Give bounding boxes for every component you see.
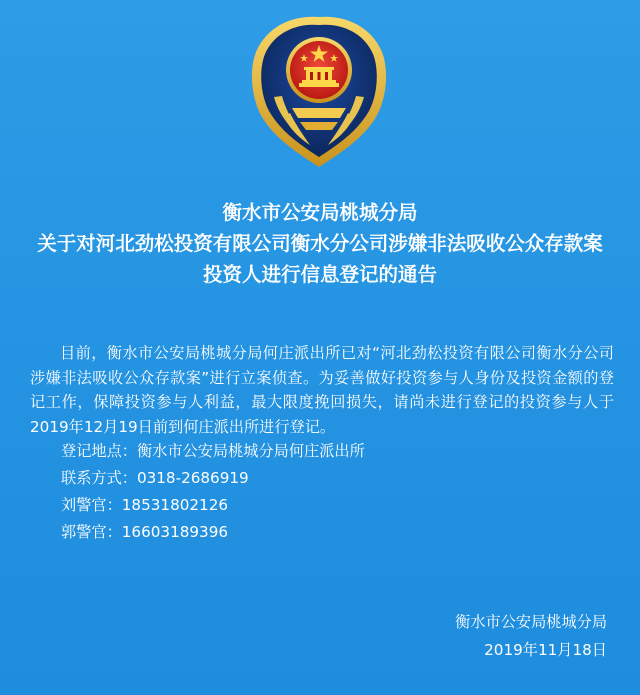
title-line-2: 关于对河北劲松投资有限公司衡水分公司涉嫌非法吸收公众存款案	[37, 232, 603, 255]
title-line-1: 衡水市公安局桃城分局	[222, 201, 418, 224]
contact-phone: 联系方式：0318-2686919	[61, 469, 249, 487]
title-line-3: 投资人进行信息登记的通告	[202, 263, 437, 286]
signature-organization: 衡水市公安局桃城分局	[455, 613, 607, 631]
signature-date: 2019年11月18日	[484, 641, 607, 659]
contact-officer-liu: 刘警官：18531802126	[61, 496, 229, 514]
notice-body	[30, 341, 614, 545]
notice-paragraph: 目前，衡水市公安局桃城分局何庄派出所已对“河北劲松投资有限公司衡水分公司涉嫌非法吸收公众存款案”进行立案侦查。为妥善做好投资参与人身份及投资金额的登记工作，保障投资参与人利益，最大限度挽回损失，请尚未进行登记的投资参与人于2019年12月19日前到何庄派出所进行登记。	[30, 344, 614, 436]
notice-title	[0, 197, 640, 290]
contact-location: 登记地点：衡水市公安局桃城分局何庄派出所	[61, 442, 365, 460]
police-emblem-icon	[244, 12, 394, 172]
signature-block	[455, 608, 607, 664]
contact-officer-guo: 郭警官：16603189396	[61, 523, 229, 541]
